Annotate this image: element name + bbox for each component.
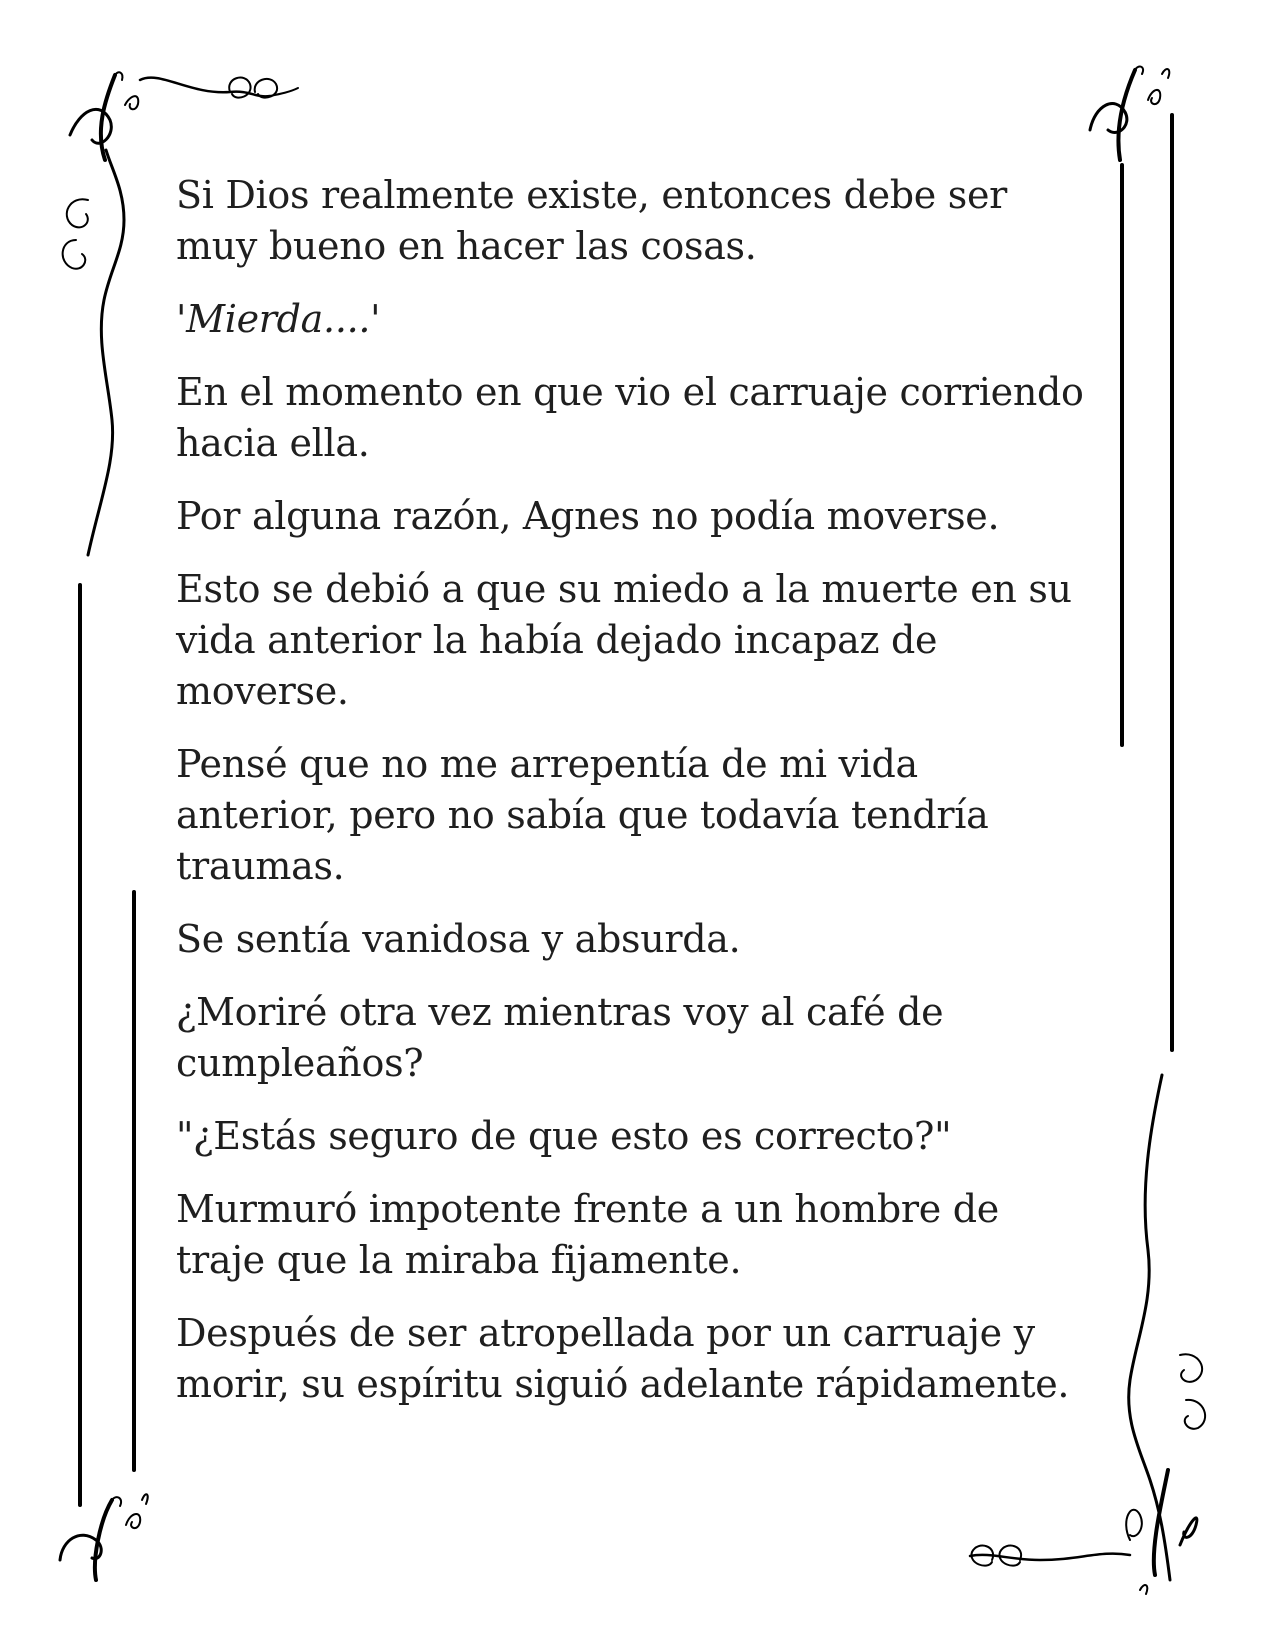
story-text [176, 170, 1096, 1432]
paragraph-italic-thought: 'Mierda....' [176, 297, 381, 341]
paragraph: Por alguna razón, Agnes no podía moverse. [176, 494, 1000, 538]
paragraph: Esto se debió a que su miedo a la muerte en su vida anterior la había dejado incapaz de moverse. [176, 567, 1072, 713]
corner-swirl-bottom-left-icon [60, 1494, 148, 1580]
paragraph: ¿Moriré otra vez mientras voy al café de cumpleaños? [176, 990, 944, 1085]
paragraph: Murmuró impotente frente a un hombre de traje que la miraba fijamente. [176, 1187, 999, 1282]
paragraph: Si Dios realmente existe, entonces debe ser muy bueno en hacer las cosas. [176, 173, 1008, 268]
paragraph-dialogue: "¿Estás seguro de que esto es correcto?" [176, 1114, 952, 1158]
paragraph: Después de ser atropellada por un carruaje y morir, su espíritu siguió adelante rápidamente. [176, 1311, 1070, 1406]
paragraph: Pensé que no me arrepentía de mi vida anterior, pero no sabía que todavía tendría traumas. [176, 742, 989, 888]
paragraph: En el momento en que vio el carruaje corriendo hacia ella. [176, 370, 1084, 465]
paragraph: Se sentía vanidosa y absurda. [176, 917, 741, 961]
corner-swirl-top-right-icon [1090, 67, 1169, 160]
